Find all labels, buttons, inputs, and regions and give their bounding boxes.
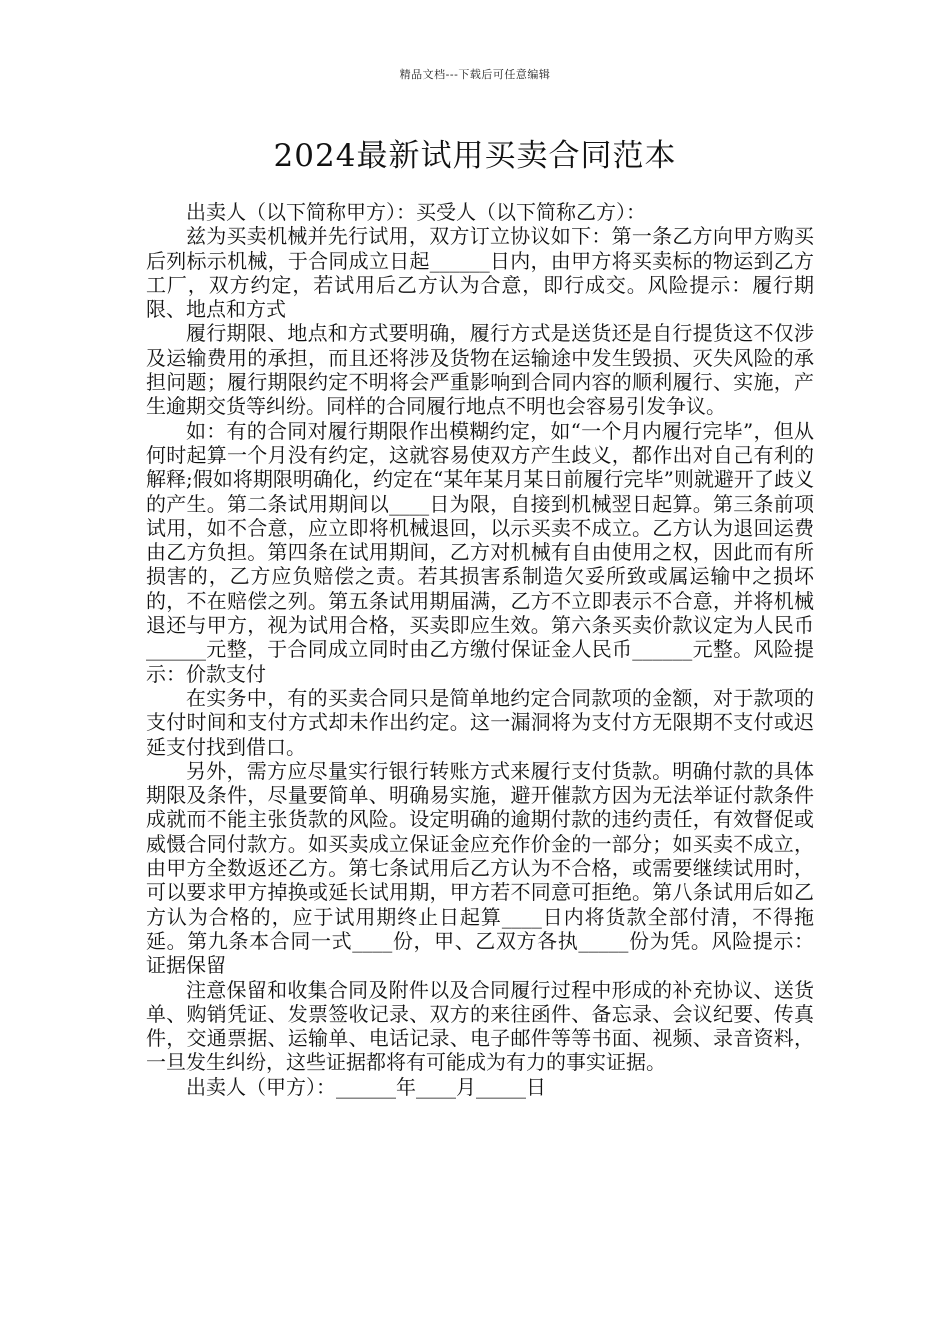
- paragraph-payment-practice: 在实务中，有的买卖合同只是简单地约定合同款项的金额，对于款项的支付时间和支付方式却未作出约定。这一漏洞将为支付方无限期不支付或迟延支付找到借口。: [146, 685, 814, 759]
- document-body: [146, 200, 814, 1099]
- paragraph-articles-2-6: 如：有的合同对履行期限作出模糊约定，如“一个月内履行完毕”，但从何时起算一个月没有约定，这就容易使双方产生歧义，都作出对自己有利的解释;假如将期限明确化，约定在“某年某月某日前履行完毕”则就避开了歧义的产生。第二条试用期间以____日为限，自接到机械翌日起算。第三条前项试用，如不合意，应立即将机械退回，以示买卖不成立。乙方认为退回运费由乙方负担。第四条在试用期间，乙方对机械有自由使用之权，因此而有所损害的，乙方应负赔偿之责。若其损害系制造欠妥所致或属运输中之损坏的，不在赔偿之列。第五条试用期届满，乙方不立即表示不合意，并将机械退还与甲方，视为试用合格，买卖即应生效。第六条买卖价款议定为人民币______元整，于合同成立同时由乙方缴付保证金人民币______元整。风险提示：价款支付: [146, 418, 814, 686]
- paragraph-signature: 出卖人（甲方）：______年____月_____日: [186, 1074, 546, 1099]
- paragraph-article-1: 兹为买卖机械并先行试用，双方订立协议如下：第一条乙方向甲方购买后列标示机械，于合同成立日起______日内，由甲方将买卖标的物运到乙方工厂，双方约定，若试用后乙方认为合意，即行成交。风险提示：履行期限、地点和方式: [146, 224, 814, 322]
- paragraph-parties: 出卖人（以下简称甲方）：买受人（以下简称乙方）：: [186, 200, 646, 224]
- document-title: 2024最新试用买卖合同范本: [273, 138, 677, 174]
- paragraph-evidence: 注意保留和收集合同及附件以及合同履行过程中形成的补充协议、送货单、购销凭证、发票签收记录、双方的来往函件、备忘录、会议纪要、传真件，交通票据、运输单、电话记录、电子邮件等等书面、视频、录音资料，一旦发生纠纷，这些证据都将有可能成为有力的事实证据。: [146, 977, 814, 1075]
- paragraph-articles-7-9: 另外，需方应尽量实行银行转账方式来履行支付货款。明确付款的具体期限及条件，尽量要简单、明确易实施，避开催款方因为无法举证付款条件成就而不能主张货款的风险。设定明确的逾期付款的违约责任，有效督促或威慑合同付款方。如买卖成立保证金应充作价金的一部分；如买卖不成立，由甲方全数返还乙方。第七条试用后乙方认为不合格，或需要继续试用时，可以要求甲方掉换或延长试用期，甲方若不同意可拒绝。第八条试用后如乙方认为合格的，应于试用期终止日起算____日内将货款全部付清，不得拖延。第九条本合同一式____份，甲、乙双方各执_____份为凭。风险提示：证据保留: [146, 758, 814, 978]
- paragraph-performance-terms: 履行期限、地点和方式要明确，履行方式是送货还是自行提货这不仅涉及运输费用的承担，而且还将涉及货物在运输途中发生毁损、灭失风险的承担问题；履行期限约定不明将会严重影响到合同内容的顺利履行、实施，产生逾期交货等纠纷。同样的合同履行地点不明也会容易引发争议。: [146, 321, 814, 419]
- page-header: 精品文档---下载后可任意编辑: [399, 68, 551, 81]
